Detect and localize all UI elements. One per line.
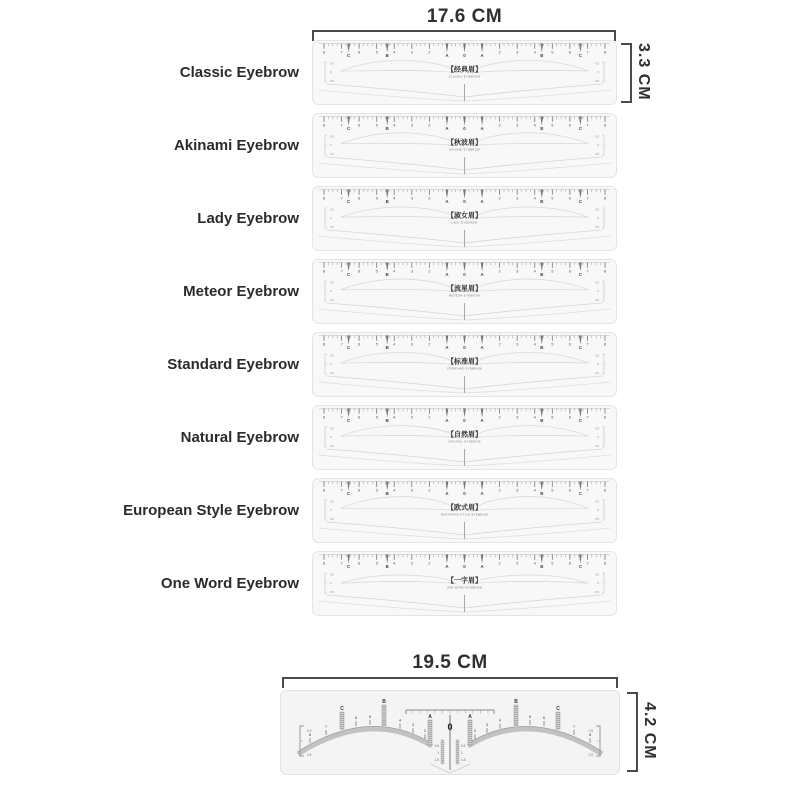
svg-text:2: 2 [428, 414, 431, 420]
svg-text:4: 4 [393, 49, 396, 55]
svg-text:6: 6 [358, 341, 361, 347]
svg-text:C: C [578, 345, 582, 350]
svg-text:6: 6 [568, 195, 571, 201]
svg-text:0: 0 [463, 418, 466, 423]
svg-text:0: 0 [463, 564, 466, 569]
svg-text:5: 5 [375, 195, 378, 201]
svg-text:8: 8 [603, 414, 607, 420]
svg-text:0.5: 0.5 [330, 152, 334, 156]
svg-text:0.5: 0.5 [330, 61, 334, 66]
svg-text:0: 0 [330, 435, 332, 439]
svg-text:3: 3 [516, 122, 519, 128]
svg-text:4: 4 [498, 717, 502, 723]
svg-text:5: 5 [551, 341, 554, 347]
svg-text:C: C [347, 418, 351, 423]
svg-text:B: B [540, 345, 544, 350]
svg-text:A: A [445, 345, 449, 350]
ruler-name-label: Meteor Eyebrow [183, 283, 299, 300]
svg-text:7: 7 [340, 268, 343, 274]
svg-text:6: 6 [568, 560, 571, 566]
svg-text:2: 2 [428, 341, 431, 347]
svg-text:B: B [385, 564, 389, 569]
svg-text:C: C [347, 491, 351, 496]
svg-text:0.5: 0.5 [595, 207, 599, 212]
svg-text:2: 2 [423, 728, 427, 734]
svg-text:2: 2 [498, 414, 501, 420]
svg-text:5: 5 [551, 49, 554, 55]
svg-text:A: A [480, 564, 484, 569]
svg-text:6: 6 [354, 715, 358, 721]
svg-text:B: B [540, 126, 544, 131]
svg-text:5: 5 [551, 268, 554, 274]
svg-text:7: 7 [340, 195, 343, 201]
svg-text:7: 7 [340, 122, 343, 128]
svg-text:4: 4 [393, 195, 396, 201]
svg-text:C: C [347, 126, 351, 131]
svg-text:0: 0 [463, 491, 466, 496]
svg-text:3: 3 [411, 722, 415, 728]
svg-text:4: 4 [533, 268, 536, 274]
svg-text:0: 0 [330, 289, 332, 293]
svg-text:B: B [540, 491, 544, 496]
svg-text:2: 2 [498, 122, 501, 128]
svg-text:0: 0 [330, 216, 332, 220]
ruler-row [0, 332, 617, 397]
svg-text:C: C [347, 345, 351, 350]
svg-text:0: 0 [597, 362, 599, 366]
svg-text:5: 5 [375, 560, 378, 566]
svg-text:3: 3 [410, 49, 413, 55]
svg-text:C: C [578, 491, 582, 496]
svg-text:A: A [445, 53, 449, 58]
svg-text:7: 7 [340, 487, 343, 493]
svg-text:3: 3 [410, 195, 413, 201]
large-ruler-height-bracket [627, 692, 638, 772]
svg-text:A: A [445, 199, 449, 204]
svg-text:4: 4 [393, 268, 396, 274]
svg-text:4: 4 [393, 414, 396, 420]
svg-text:B: B [385, 126, 389, 131]
svg-text:C: C [578, 126, 582, 131]
svg-text:C: C [578, 272, 582, 277]
svg-text:4: 4 [393, 560, 396, 566]
large-ruler-width-dimension: 19.5 CM [412, 652, 488, 673]
svg-text:0.5: 0.5 [595, 225, 599, 229]
svg-text:5: 5 [375, 49, 378, 55]
svg-text:0.5: 0.5 [595, 280, 599, 285]
svg-text:0: 0 [330, 581, 332, 585]
svg-text:8: 8 [322, 122, 326, 128]
svg-text:0: 0 [463, 126, 466, 131]
svg-text:0.5: 0.5 [595, 590, 599, 594]
svg-text:0.5: 0.5 [588, 729, 593, 733]
svg-text:6: 6 [358, 49, 361, 55]
ruler-cn-label: 【淑女眉】 [447, 212, 482, 220]
svg-text:0.5: 0.5 [330, 134, 334, 139]
ruler-cn-label: 【流星眉】 [447, 285, 482, 293]
svg-text:0: 0 [597, 289, 599, 293]
svg-text:0.5: 0.5 [595, 152, 599, 156]
svg-text:2: 2 [498, 341, 501, 347]
svg-text:0.5: 0.5 [330, 353, 334, 358]
svg-text:5: 5 [551, 560, 554, 566]
svg-text:6: 6 [568, 49, 571, 55]
svg-text:0: 0 [463, 199, 466, 204]
small-ruler-height-dimension: 3.3 CM [635, 43, 652, 101]
svg-text:2: 2 [428, 487, 431, 493]
ruler-en-label: ONE WORD EYEBROW [446, 585, 483, 590]
svg-text:4: 4 [533, 49, 536, 55]
svg-text:8: 8 [322, 414, 326, 420]
ruler-name-label: One Word Eyebrow [160, 575, 299, 592]
svg-text:4: 4 [393, 341, 396, 347]
svg-text:A: A [480, 53, 484, 58]
svg-text:C: C [347, 272, 351, 277]
svg-text:7: 7 [586, 414, 589, 420]
ruler-en-label: LADY EYEBROW [451, 220, 478, 225]
svg-text:3: 3 [410, 560, 413, 566]
svg-text:B: B [385, 199, 389, 204]
ruler-row [0, 551, 617, 616]
svg-text:0.5: 0.5 [595, 426, 599, 431]
svg-text:0: 0 [597, 581, 599, 585]
svg-text:0.5: 0.5 [434, 744, 439, 748]
svg-text:A: A [445, 418, 449, 423]
svg-text:2: 2 [428, 195, 431, 201]
svg-text:C: C [578, 53, 582, 58]
svg-text:0: 0 [330, 70, 332, 74]
svg-text:0: 0 [597, 216, 599, 220]
svg-text:8: 8 [603, 487, 607, 493]
ruler-row [0, 405, 617, 470]
svg-text:1.5: 1.5 [461, 758, 466, 762]
svg-text:0.5: 0.5 [330, 517, 334, 521]
svg-text:0.5: 0.5 [595, 371, 599, 375]
svg-text:5: 5 [551, 414, 554, 420]
svg-text:0.5: 0.5 [330, 207, 334, 212]
ruler-cn-label: 【一字眉】 [447, 577, 482, 585]
svg-text:7: 7 [340, 414, 343, 420]
svg-text:4: 4 [533, 560, 536, 566]
svg-text:8: 8 [322, 560, 326, 566]
svg-text:8: 8 [322, 487, 326, 493]
svg-text:8: 8 [322, 268, 326, 274]
svg-text:C: C [578, 199, 582, 204]
svg-text:2: 2 [498, 49, 501, 55]
svg-text:C: C [578, 564, 582, 569]
svg-text:0: 0 [330, 362, 332, 366]
svg-text:3: 3 [516, 195, 519, 201]
svg-text:0.5: 0.5 [595, 572, 599, 577]
svg-text:0: 0 [447, 722, 453, 732]
svg-text:0.5: 0.5 [595, 79, 599, 83]
svg-text:A: A [480, 272, 484, 277]
svg-text:8: 8 [603, 122, 607, 128]
svg-text:5: 5 [551, 122, 554, 128]
svg-text:A: A [468, 714, 472, 720]
svg-text:8: 8 [322, 49, 326, 55]
svg-text:8: 8 [603, 560, 607, 566]
svg-text:C: C [347, 53, 351, 58]
small-ruler-width-dimension: 17.6 CM [426, 6, 503, 27]
ruler-cn-label: 【秋波眉】 [447, 139, 482, 147]
svg-text:2: 2 [428, 49, 431, 55]
svg-text:3: 3 [516, 487, 519, 493]
svg-text:7: 7 [586, 268, 589, 274]
svg-text:0.5: 0.5 [595, 444, 599, 448]
svg-text:2: 2 [498, 487, 501, 493]
svg-text:B: B [385, 491, 389, 496]
ruler-en-label: EUROPEAN STYLE EYEBROW [440, 512, 489, 517]
svg-text:4: 4 [393, 122, 396, 128]
svg-text:5: 5 [551, 195, 554, 201]
ruler-cn-label: 【标准眉】 [447, 358, 482, 366]
svg-text:A: A [480, 126, 484, 131]
svg-text:8: 8 [603, 49, 607, 55]
svg-text:2: 2 [428, 560, 431, 566]
svg-text:4: 4 [393, 487, 396, 493]
ruler-cn-label: 【欧式眉】 [447, 504, 482, 512]
svg-text:A: A [445, 564, 449, 569]
svg-text:8: 8 [588, 732, 592, 738]
svg-text:8: 8 [322, 341, 326, 347]
svg-text:C: C [347, 564, 351, 569]
svg-text:0: 0 [463, 272, 466, 277]
ruler-row [0, 113, 617, 178]
large-eyebrow-ruler-svg [280, 690, 620, 775]
svg-text:3: 3 [410, 414, 413, 420]
ruler-row [0, 478, 617, 543]
svg-text:3: 3 [516, 268, 519, 274]
eyebrow-ruler-svg [312, 40, 617, 105]
svg-text:B: B [385, 418, 389, 423]
svg-text:A: A [480, 418, 484, 423]
svg-text:C: C [347, 199, 351, 204]
svg-text:0: 0 [463, 345, 466, 350]
svg-text:5: 5 [375, 268, 378, 274]
svg-text:6: 6 [358, 268, 361, 274]
small-ruler-height-bracket [621, 43, 632, 103]
svg-text:3: 3 [410, 122, 413, 128]
ruler-name-label: Lady Eyebrow [197, 210, 299, 227]
svg-text:7: 7 [586, 122, 589, 128]
svg-text:7: 7 [586, 49, 589, 55]
svg-text:3: 3 [516, 414, 519, 420]
svg-text:A: A [480, 345, 484, 350]
svg-text:0.5: 0.5 [307, 753, 312, 757]
ruler-list [0, 40, 617, 624]
svg-text:4: 4 [533, 341, 536, 347]
svg-text:3: 3 [516, 560, 519, 566]
svg-text:2: 2 [498, 195, 501, 201]
eyebrow-ruler-svg [312, 259, 617, 324]
svg-text:1.5: 1.5 [434, 758, 439, 762]
svg-text:6: 6 [568, 414, 571, 420]
svg-text:0.5: 0.5 [595, 499, 599, 504]
svg-text:0: 0 [597, 70, 599, 74]
ruler-cn-label: 【自然眉】 [447, 431, 482, 439]
svg-text:3: 3 [516, 49, 519, 55]
svg-text:0.5: 0.5 [595, 353, 599, 358]
svg-text:4: 4 [533, 414, 536, 420]
svg-text:0.5: 0.5 [330, 280, 334, 285]
svg-text:3: 3 [410, 341, 413, 347]
svg-text:8: 8 [603, 195, 607, 201]
svg-text:0: 0 [597, 143, 599, 147]
svg-text:B: B [385, 345, 389, 350]
svg-text:0.5: 0.5 [330, 371, 334, 375]
svg-text:B: B [540, 564, 544, 569]
svg-text:6: 6 [542, 715, 546, 721]
svg-text:6: 6 [568, 341, 571, 347]
eyebrow-ruler-svg [312, 113, 617, 178]
svg-text:5: 5 [375, 487, 378, 493]
svg-text:2: 2 [498, 268, 501, 274]
svg-text:A: A [480, 491, 484, 496]
svg-text:0.5: 0.5 [595, 61, 599, 66]
ruler-row [0, 186, 617, 251]
svg-text:7: 7 [572, 723, 576, 729]
svg-text:C: C [578, 418, 582, 423]
svg-text:7: 7 [340, 341, 343, 347]
svg-text:7: 7 [340, 560, 343, 566]
svg-text:B: B [385, 53, 389, 58]
svg-text:1: 1 [437, 751, 439, 755]
svg-text:C: C [340, 706, 344, 712]
svg-text:4: 4 [533, 122, 536, 128]
svg-text:5: 5 [368, 713, 372, 719]
ruler-name-label: Natural Eyebrow [180, 429, 299, 446]
ruler-row [0, 259, 617, 324]
ruler-en-label: STANDARD EYEBROW [446, 366, 483, 371]
svg-text:A: A [480, 199, 484, 204]
svg-text:A: A [445, 491, 449, 496]
svg-text:0.5: 0.5 [595, 298, 599, 302]
ruler-en-label: AKINAMI EYEBROW [448, 147, 481, 152]
svg-text:B: B [382, 699, 386, 705]
svg-text:0: 0 [597, 508, 599, 512]
ruler-name-label: European Style Eyebrow [123, 502, 299, 519]
svg-text:0.5: 0.5 [588, 753, 593, 757]
svg-text:B: B [540, 199, 544, 204]
eyebrow-ruler-svg [312, 405, 617, 470]
svg-text:2: 2 [473, 728, 477, 734]
svg-text:0.5: 0.5 [595, 134, 599, 139]
svg-text:5: 5 [375, 122, 378, 128]
svg-text:3: 3 [516, 341, 519, 347]
ruler-en-label: CLASSIC EYEBROW [448, 74, 481, 79]
svg-text:1: 1 [461, 751, 463, 755]
svg-text:5: 5 [375, 414, 378, 420]
eyebrow-ruler-svg [312, 551, 617, 616]
svg-text:0.5: 0.5 [330, 499, 334, 504]
svg-text:A: A [445, 272, 449, 277]
eyebrow-ruler-svg [312, 332, 617, 397]
ruler-name-label: Classic Eyebrow [179, 64, 299, 81]
svg-text:A: A [445, 126, 449, 131]
svg-text:5: 5 [551, 487, 554, 493]
ruler-en-label: NATURAL EYEBROW [448, 439, 481, 444]
large-ruler-height-dimension: 4.2 CM [641, 702, 658, 760]
svg-text:B: B [540, 272, 544, 277]
svg-text:0.5: 0.5 [330, 79, 334, 83]
svg-text:2: 2 [498, 560, 501, 566]
svg-text:0.5: 0.5 [330, 426, 334, 431]
eyebrow-ruler-svg [312, 478, 617, 543]
svg-text:6: 6 [358, 560, 361, 566]
svg-text:8: 8 [308, 732, 312, 738]
ruler-row [0, 40, 617, 105]
svg-text:0.5: 0.5 [595, 517, 599, 521]
svg-text:3: 3 [410, 268, 413, 274]
svg-text:8: 8 [322, 195, 326, 201]
svg-text:6: 6 [568, 487, 571, 493]
svg-text:2: 2 [428, 268, 431, 274]
svg-text:0: 0 [463, 53, 466, 58]
svg-text:0: 0 [597, 435, 599, 439]
svg-text:0.5: 0.5 [330, 590, 334, 594]
svg-text:B: B [385, 272, 389, 277]
svg-text:0.5: 0.5 [330, 298, 334, 302]
svg-text:6: 6 [358, 414, 361, 420]
ruler-cn-label: 【经典眉】 [447, 66, 482, 74]
svg-text:4: 4 [533, 487, 536, 493]
svg-text:6: 6 [358, 487, 361, 493]
svg-text:7: 7 [586, 341, 589, 347]
svg-text:7: 7 [586, 560, 589, 566]
svg-text:3: 3 [410, 487, 413, 493]
ruler-name-label: Akinami Eyebrow [173, 137, 299, 154]
svg-text:7: 7 [340, 49, 343, 55]
svg-text:6: 6 [568, 268, 571, 274]
svg-text:0.5: 0.5 [330, 444, 334, 448]
svg-text:8: 8 [603, 268, 607, 274]
svg-text:8: 8 [603, 341, 607, 347]
svg-text:0.5: 0.5 [307, 729, 312, 733]
svg-text:7: 7 [586, 195, 589, 201]
svg-text:6: 6 [358, 195, 361, 201]
svg-text:0.5: 0.5 [330, 225, 334, 229]
svg-text:5: 5 [375, 341, 378, 347]
svg-text:B: B [514, 699, 518, 705]
ruler-name-label: Standard Eyebrow [167, 356, 299, 373]
svg-text:7: 7 [324, 723, 328, 729]
svg-text:4: 4 [533, 195, 536, 201]
ruler-en-label: METEOR EYEBROW [448, 293, 481, 298]
svg-text:6: 6 [568, 122, 571, 128]
svg-text:6: 6 [358, 122, 361, 128]
svg-text:0.5: 0.5 [330, 572, 334, 577]
svg-text:B: B [540, 418, 544, 423]
svg-text:4: 4 [398, 717, 402, 723]
svg-text:3: 3 [485, 722, 489, 728]
svg-text:B: B [540, 53, 544, 58]
svg-text:0: 0 [330, 508, 332, 512]
eyebrow-ruler-svg [312, 186, 617, 251]
svg-text:C: C [556, 706, 560, 712]
svg-text:0.5: 0.5 [461, 744, 466, 748]
svg-text:7: 7 [586, 487, 589, 493]
svg-text:5: 5 [528, 713, 532, 719]
svg-text:A: A [428, 714, 432, 720]
large-ruler-width-bracket [282, 677, 618, 688]
svg-text:2: 2 [428, 122, 431, 128]
svg-text:0: 0 [330, 143, 332, 147]
